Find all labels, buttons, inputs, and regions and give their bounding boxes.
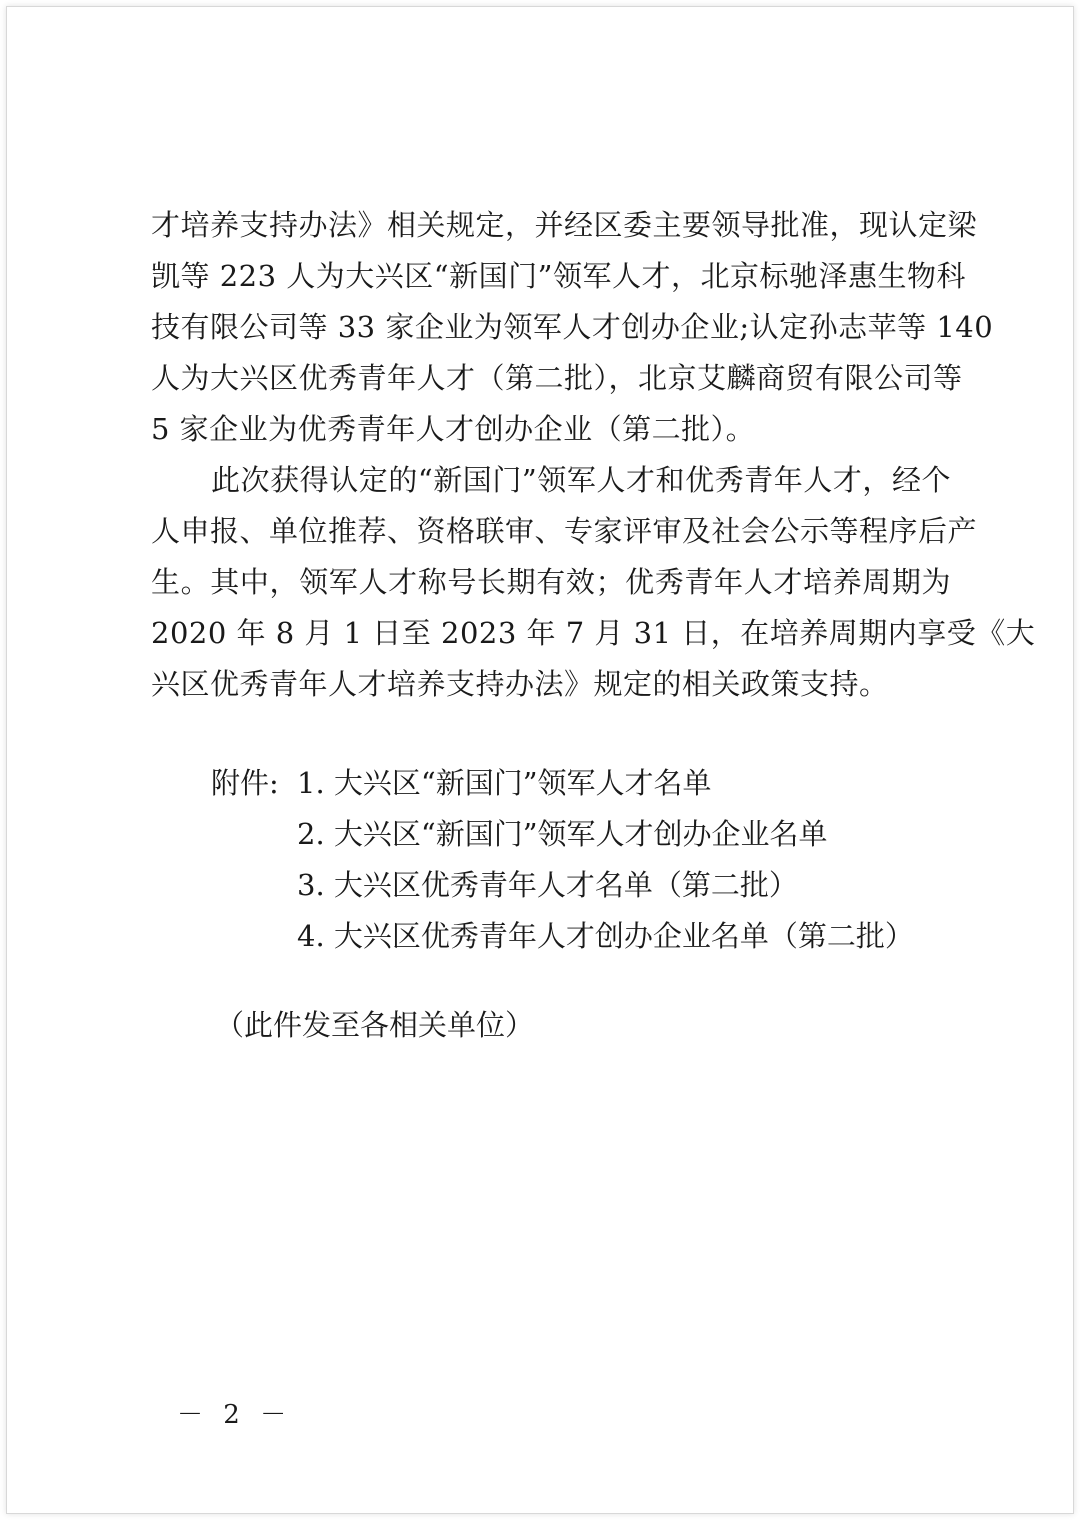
paragraph1-line: 才培养支持办法》相关规定，并经区委主要领导批准，现认定梁 [151, 208, 978, 242]
paragraph2-line: 兴区优秀青年人才培养支持办法》规定的相关政策支持。 [151, 667, 889, 701]
attachment-item: 1. 大兴区“新国门”领军人才名单 [297, 766, 712, 800]
paragraph2-line: 2020 年 8 月 1 日至 2023 年 7 月 31 日，在培养周期内享受《大 [151, 616, 1036, 650]
attachment-item: 2. 大兴区“新国门”领军人才创办企业名单 [297, 817, 828, 851]
page-number: － 2 － [177, 1400, 293, 1430]
document-page [6, 6, 1074, 1514]
paragraph1-line: 凯等 223 人为大兴区“新国门”领军人才，北京标驰泽惠生物科 [151, 259, 966, 293]
paragraph1-line: 5 家企业为优秀青年人才创办企业（第二批）。 [151, 412, 756, 446]
paragraph1-line: 技有限公司等 33 家企业为领军人才创办企业;认定孙志苹等 140 [151, 310, 994, 344]
paragraph2-line: 人申报、单位推荐、资格联审、专家评审及社会公示等程序后产 [151, 514, 978, 548]
attachment-item: 3. 大兴区优秀青年人才名单（第二批） [297, 868, 798, 902]
paragraph2-line: 此次获得认定的“新国门”领军人才和优秀青年人才，经个 [211, 463, 951, 497]
distribution-note: （此件发至各相关单位） [215, 1008, 535, 1042]
attachments-label: 附件: [211, 766, 279, 800]
attachment-item: 4. 大兴区优秀青年人才创办企业名单（第二批） [297, 919, 914, 953]
paragraph1-line: 人为大兴区优秀青年人才（第二批），北京艾麟商贸有限公司等 [151, 361, 963, 395]
paragraph2-line: 生。其中，领军人才称号长期有效；优秀青年人才培养周期为 [151, 565, 951, 599]
